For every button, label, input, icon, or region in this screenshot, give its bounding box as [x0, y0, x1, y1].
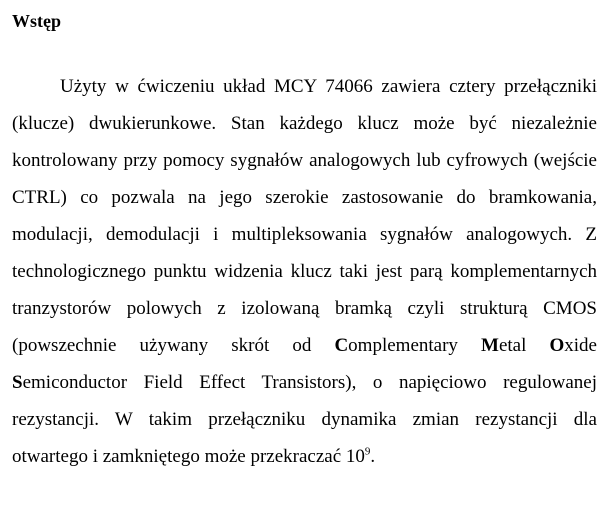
paragraph-text-part2: emiconductor Field Effect Transistors), o napięciowo regulowanej rezystancji. W takim przełączniku dynamika zmian rezystancji dla otwartego i zamkniętego może przekraczać 10 — [12, 372, 597, 467]
acronym-initial-c: C — [334, 335, 349, 356]
body-paragraph — [12, 68, 597, 475]
paragraph-end: . — [370, 446, 376, 467]
paragraph-text-part1: Użyty w ćwiczeniu układ MCY 74066 zawiera cztery przełączniki (klucze) dwukierunkowe. Stan każdego klucz może być niezależnie kontrolowany przy pomocy sygnałów analogowych lub cyfrowych (wejście CTRL) co pozwala na jego szerokie zastosowanie do bramkowania, modulacji, demodulacji i multipleksowania sygnałów analogowych. Z technologicznego punktu widzenia klucz taki jest parą komplementarnych tranzystorów polowych z izolowaną bramką czyli strukturą CMOS (powszechnie używany skrót od — [12, 76, 597, 356]
acronym-initial-o: O — [549, 335, 565, 356]
exponent: 9 — [364, 445, 371, 458]
section-heading: Wstęp — [12, 11, 61, 31]
acronym-initial-s: S — [12, 372, 23, 393]
acronym-rest-m: etal — [498, 335, 550, 356]
acronym-initial-m: M — [481, 335, 499, 356]
acronym-rest-c: omplementary — [348, 335, 482, 356]
acronym-rest-o: xide — [564, 335, 597, 356]
